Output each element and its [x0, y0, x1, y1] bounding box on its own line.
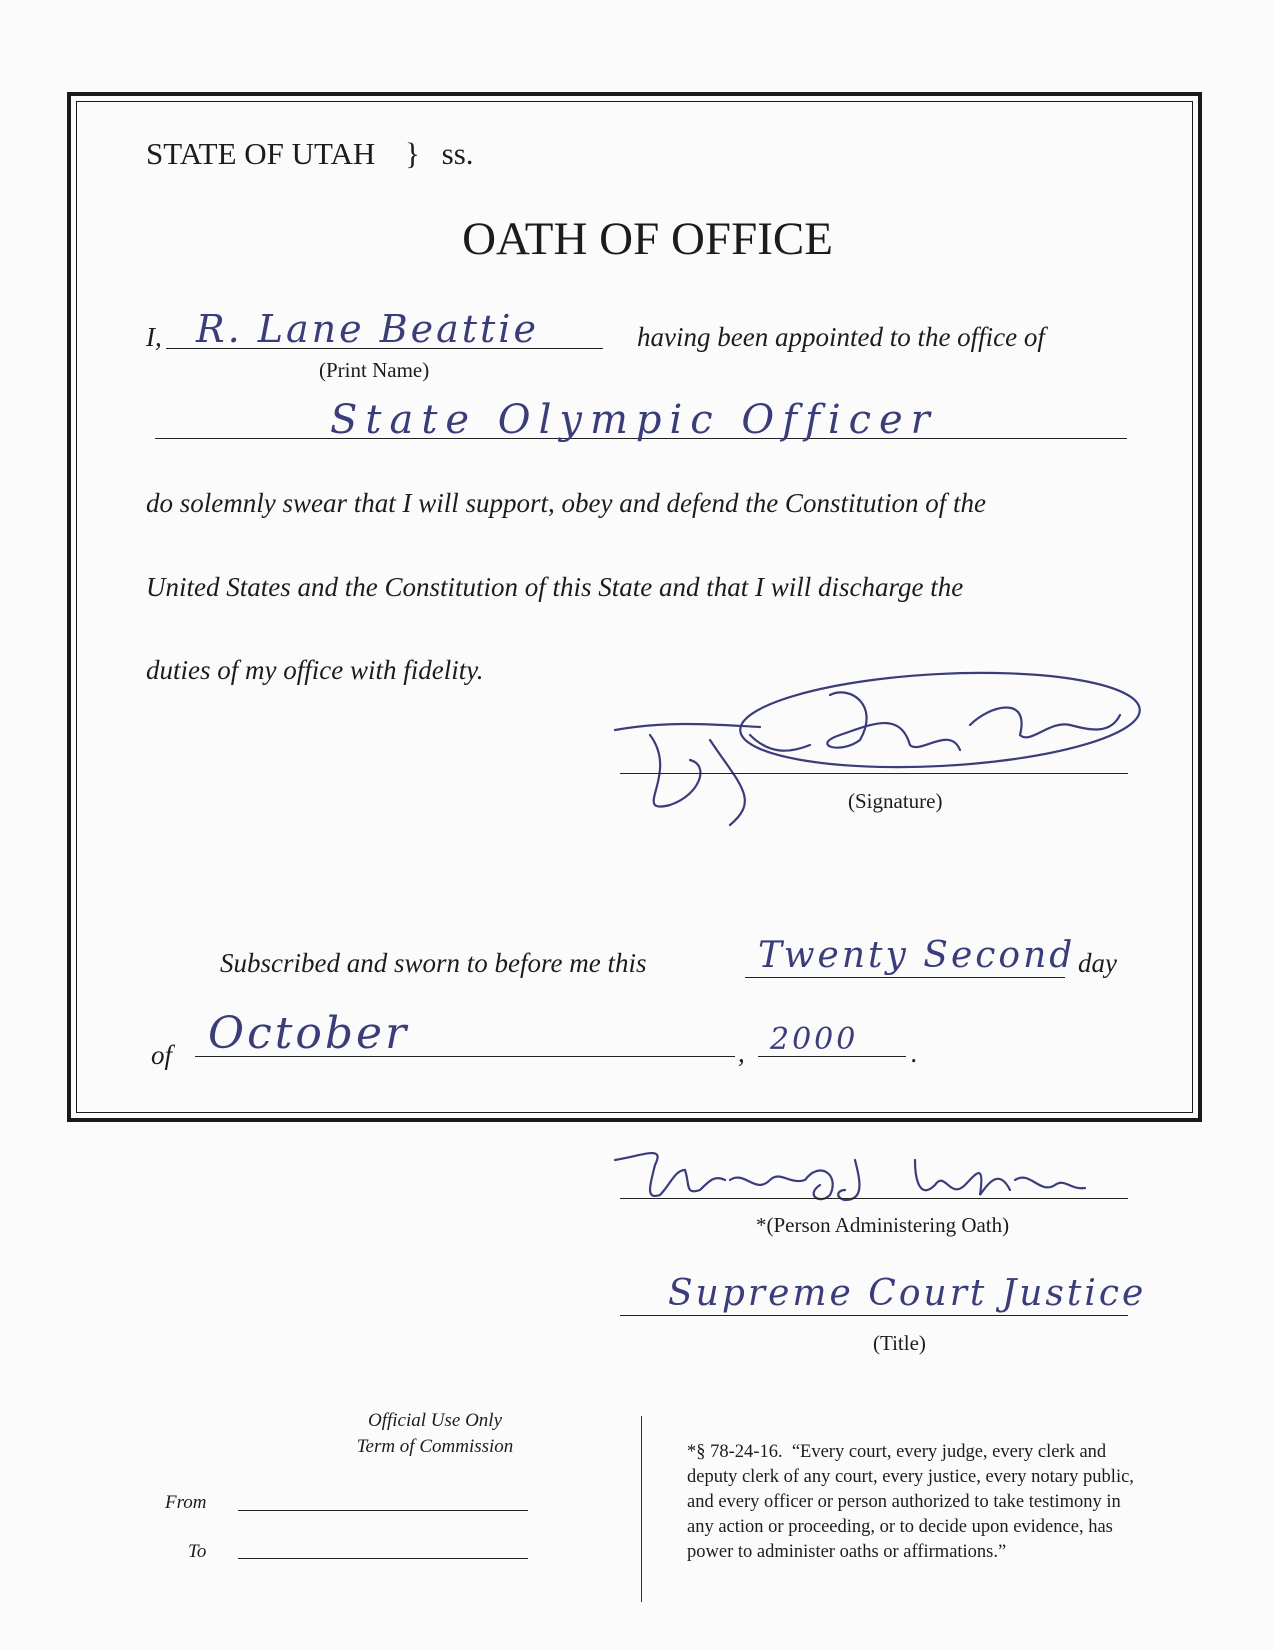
signature-line — [620, 773, 1128, 774]
day-word: day — [1078, 948, 1117, 978]
statute-line-1: *§ 78-24-16. “Every court, every judge, every clerk and — [687, 1442, 1107, 1462]
print-name-label: (Print Name) — [319, 358, 430, 382]
statute-note — [687, 1440, 1134, 1565]
administrator-signature — [615, 1140, 1115, 1210]
title-handwriting: Supreme Court Justice — [668, 1273, 1147, 1314]
administrator-line — [620, 1198, 1128, 1199]
year-handwriting: 2000 — [770, 1022, 859, 1057]
statute-line-4: any action or proceeding, or to decide upon evidence, has — [687, 1517, 1113, 1537]
signature-label: (Signature) — [848, 789, 943, 813]
official-use-heading-line-2: Term of Commission — [356, 1436, 514, 1457]
day-line — [745, 977, 1065, 978]
printed-name-handwriting: R. Lane Beattie — [196, 307, 539, 351]
oath-body-line-1: do solemnly swear that I will support, obey and defend the Constitution of the — [146, 488, 986, 518]
year-period: . — [911, 1038, 918, 1068]
title-line — [620, 1315, 1128, 1316]
page-title: OATH OF OFFICE — [462, 213, 833, 265]
from-label: From — [165, 1492, 207, 1513]
from-line — [238, 1510, 528, 1511]
title-label: (Title) — [873, 1331, 926, 1355]
state-brace: } — [405, 136, 420, 171]
footer-divider — [641, 1416, 642, 1602]
to-line — [238, 1558, 528, 1559]
sworn-intro: Subscribed and sworn to before me this — [220, 948, 647, 978]
state-heading — [146, 136, 474, 172]
state-ss: ss. — [441, 136, 474, 171]
statute-line-5: power to administer oaths or affirmations.” — [687, 1542, 1007, 1562]
oath-prefix: I, — [146, 322, 162, 352]
month-comma: , — [738, 1038, 745, 1068]
appointed-text: having been appointed to the office of — [637, 322, 1045, 352]
official-use-heading-line-1: Official Use Only — [367, 1410, 503, 1431]
statute-line-3: and every officer or person authorized to take testimony in — [687, 1492, 1121, 1512]
oath-body-line-3: duties of my office with fidelity. — [146, 655, 484, 685]
office-handwriting: State Olympic Officer — [330, 397, 938, 443]
of-word: of — [151, 1040, 173, 1070]
to-label: To — [188, 1541, 207, 1562]
month-handwriting: October — [208, 1008, 410, 1059]
statute-line-2: deputy clerk of any court, every justice, every notary public, — [687, 1467, 1134, 1487]
day-handwriting: Twenty Second — [758, 935, 1076, 976]
administrator-label: *(Person Administering Oath) — [756, 1213, 1010, 1237]
official-use-heading — [245, 1408, 625, 1460]
oath-body-line-2: United States and the Constitution of this State and that I will discharge the — [146, 572, 964, 602]
state-name: STATE OF UTAH — [146, 136, 376, 171]
